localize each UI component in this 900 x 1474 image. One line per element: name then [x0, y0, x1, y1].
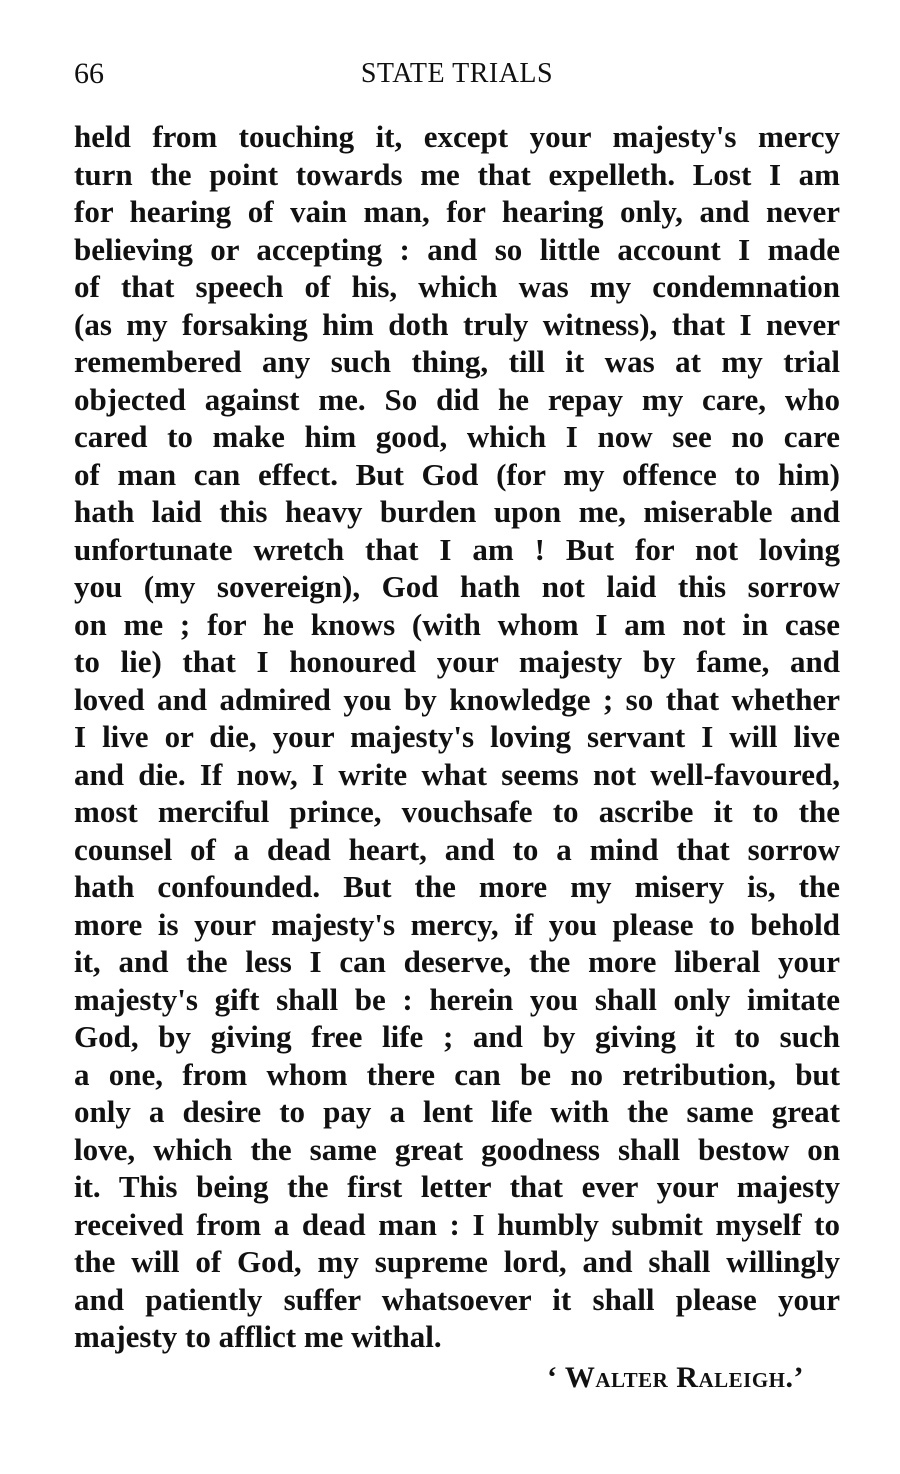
text-line: hath confounded. But the more my misery is, the: [74, 869, 840, 904]
running-title: STATE TRIALS: [360, 58, 554, 89]
text-line: the will of God, my supreme lord, and shall willingly: [74, 1244, 840, 1279]
text-line: love, which the same great goodness shall bestow on: [74, 1131, 840, 1167]
text-line: objected against me. So did he repay my care, who: [74, 381, 840, 417]
text-line: most merciful prince, vouchsafe to ascribe it to the: [74, 794, 840, 829]
text-line: it, and the less I can deserve, the more liberal your: [74, 944, 840, 979]
text-line: unfortunate wretch that I am ! But for not loving: [74, 531, 840, 567]
text-line: loved and admired you by knowledge ; so that whether: [74, 681, 840, 717]
text-line: counsel of a dead heart, and to a mind that sorrow: [74, 831, 840, 867]
text-line: believing or accepting : and so little account I made: [74, 231, 840, 267]
text-line: and die. If now, I write what seems not well-favoured,: [74, 756, 840, 792]
text-line: of man can effect. But God (for my offence to him): [74, 456, 840, 492]
letter-body: [74, 118, 840, 1356]
text-line: I live or die, your majesty's loving servant I will live: [74, 719, 840, 754]
text-line: for hearing of vain man, for hearing only, and never: [74, 194, 840, 229]
text-line: received from a dead man : I humbly submit myself to: [74, 1206, 840, 1242]
text-line: and patiently suffer whatsoever it shall please your: [74, 1281, 840, 1317]
text-line: hath laid this heavy burden upon me, miserable and: [74, 494, 840, 529]
text-line: more is your majesty's mercy, if you please to behold: [74, 906, 840, 942]
text-line: God, by giving free life ; and by giving it to such: [74, 1019, 840, 1054]
text-line: you (my sovereign), God hath not laid this sorrow: [74, 569, 840, 604]
text-line-last: majesty to afflict me withal.: [74, 1319, 442, 1354]
text-line: a one, from whom there can be no retribution, but: [74, 1056, 840, 1092]
text-line: of that speech of his, which was my condemnation: [74, 269, 840, 304]
page-header: [74, 52, 840, 96]
signature: ‘ Walter Raleigh.’: [546, 1361, 804, 1394]
text-line: majesty's gift shall be : herein you shall only imitate: [74, 981, 840, 1017]
text-line: to lie) that I honoured your majesty by fame, and: [74, 644, 840, 679]
text-line: on me ; for he knows (with whom I am not in case: [74, 606, 840, 642]
text-line: remembered any such thing, till it was at my trial: [74, 344, 840, 379]
text-line: (as my forsaking him doth truly witness), that I never: [74, 306, 840, 342]
text-line: cared to make him good, which I now see no care: [74, 419, 840, 454]
page-number: 66: [74, 57, 104, 90]
text-line: it. This being the first letter that ever your majesty: [74, 1169, 840, 1204]
text-line: held from touching it, except your majesty's mercy: [74, 119, 840, 154]
text-line: turn the point towards me that expelleth. Lost I am: [74, 156, 840, 192]
text-line: only a desire to pay a lent life with the same great: [74, 1094, 840, 1129]
